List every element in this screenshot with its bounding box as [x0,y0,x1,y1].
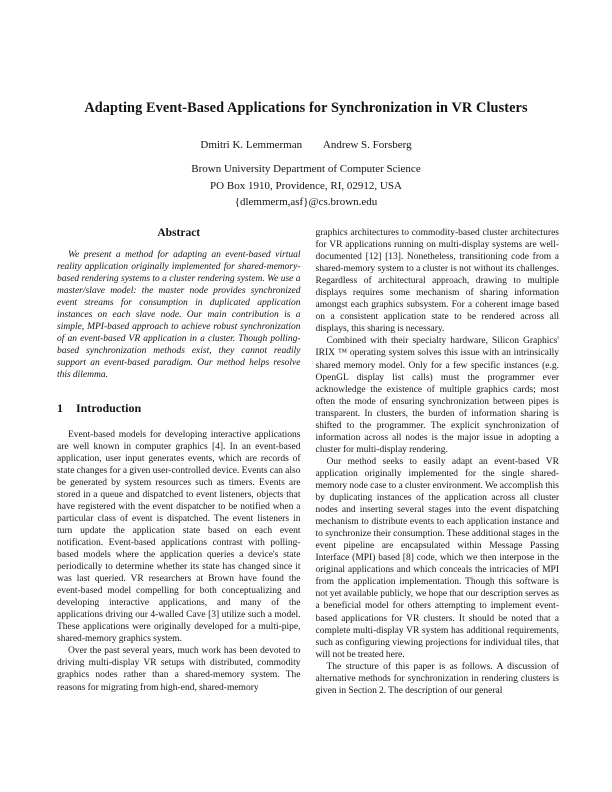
title-block [0,100,612,211]
paragraph: The structure of this paper is as follows. A discussion of alternative methods for synchronization in rendering clusters is given in Section 2. The description of our general [315,661,559,696]
affiliation-block [0,161,612,211]
author-name: Dmitri K. Lemmerman [200,139,303,151]
paragraph: Combined with their specialty hardware, Silicon Graphics' IRIX ™ operating system solves this issue with an intrinsically shared memory model. Only for a few specific instances (e.g. OpenGL display list calls) must the programmer ever acknowledge the existence of multiple graphics cards; most often the mode of ensuring synchronization between pipes is transparent. In clusters, the burden of information sharing is shifted to the programmer. The explicit synchronization of information across all nodes is the major issue in adopting a cluster for multi-display rendering. [315,336,559,455]
affiliation-line: PO Box 1910, Providence, RI, 02912, USA [210,179,402,192]
section-number: 1 [57,400,63,415]
author-name: Andrew S. Forsberg [322,139,412,151]
section-title: Introduction [76,400,142,415]
authors-line [0,139,612,151]
paragraph: Event-based models for developing interactive applications are well known in computer graphics [4]. In an event-based application, user input generates events, which are records of state changes for a given user-controlled device. Events can also be generated by system resources such as timers. Events are stored in a queue and dispatched to event listeners, objects that have registered with the event dispatcher to be notified when a particular class of event is dispatched. The event listeners in turn update the application state based on each event notification. Event-based applications contrast with polling-based models where the application queries a device's state periodically to determine whether its state has changed since it was last queried. VR researchers at Brown have found the event-based model compelling for both conceptualizing and developing interactive applications, and many of the applications driving our 4-walled Cave [3] utilize such a model. These applications were originally developed for a multi-pipe, shared-memory graphics system. [57,429,301,645]
abstract-heading: Abstract [157,227,201,239]
section-heading-introduction [57,401,301,416]
paragraph: Over the past several years, much work has been devoted to driving multi-display VR setups with distributed, commodity graphics nodes rather than a shared-memory system. The reasons for migrating from high-end, shared-memory [57,646,301,693]
abstract-text: We present a method for adapting an event-based virtual reality application originally implemented for shared-memory-based rendering systems to a cluster rendering system. We use a master/slave model: the master node provides synchronized event streams for consumption in duplicated application instances on each slave node. Our main contribution is a simple, MPI-based approach to achieve robust synchronization of an event-based VR application in a cluster. Though polling-based synchronization methods exist, they cannot readily support an event-based paradigm. Our method helps resolve this dilemma. [57,250,301,381]
affiliation-line: Brown University Department of Computer Science [191,163,421,175]
page-title: Adapting Event-Based Applications for Synchronization in VR Clusters [84,100,528,116]
left-column [57,227,301,697]
two-column-body [57,227,559,697]
paragraph: graphics architectures to commodity-based cluster architectures for VR applications running on multi-display systems are well-documented [12] [13]. Nonetheless, transitioning code from a shared-memory system to a cluster is not without its challenges. Regardless of architectural approach, drawing to multiple displays requires some mechanism of sharing information amongst each graphics subsystem. For a coherent image based on a consistent application state to be rendered across all displays, this sharing is necessary. [315,228,559,335]
paragraph: Our method seeks to easily adapt an event-based VR application originally implemented for the single shared-memory node case to a cluster environment. We accomplish this by duplicating instances of the application across all cluster nodes and inserting several stages into the event dispatching mechanism to distribute events to each application instance and to synchronize their consumption. These additional stages in the event pipeline are encapsulated within Message Passing Interface (MPI) based [8] code, which we then interpose in the original applications and which conceals the intricacies of MPI from the application implementation. Though this software is not yet available publicly, we hope that our description serves as a beneficial model for others attempting to implement event-based applications for VR clusters. It should be noted that a complete multi-display VR system has additional requirements, such as configuring viewing projections for individual tiles, that will not be treated here. [315,456,559,660]
right-column [316,227,560,697]
affiliation-email: {dlemmerm,asf}@cs.brown.edu [234,196,378,208]
